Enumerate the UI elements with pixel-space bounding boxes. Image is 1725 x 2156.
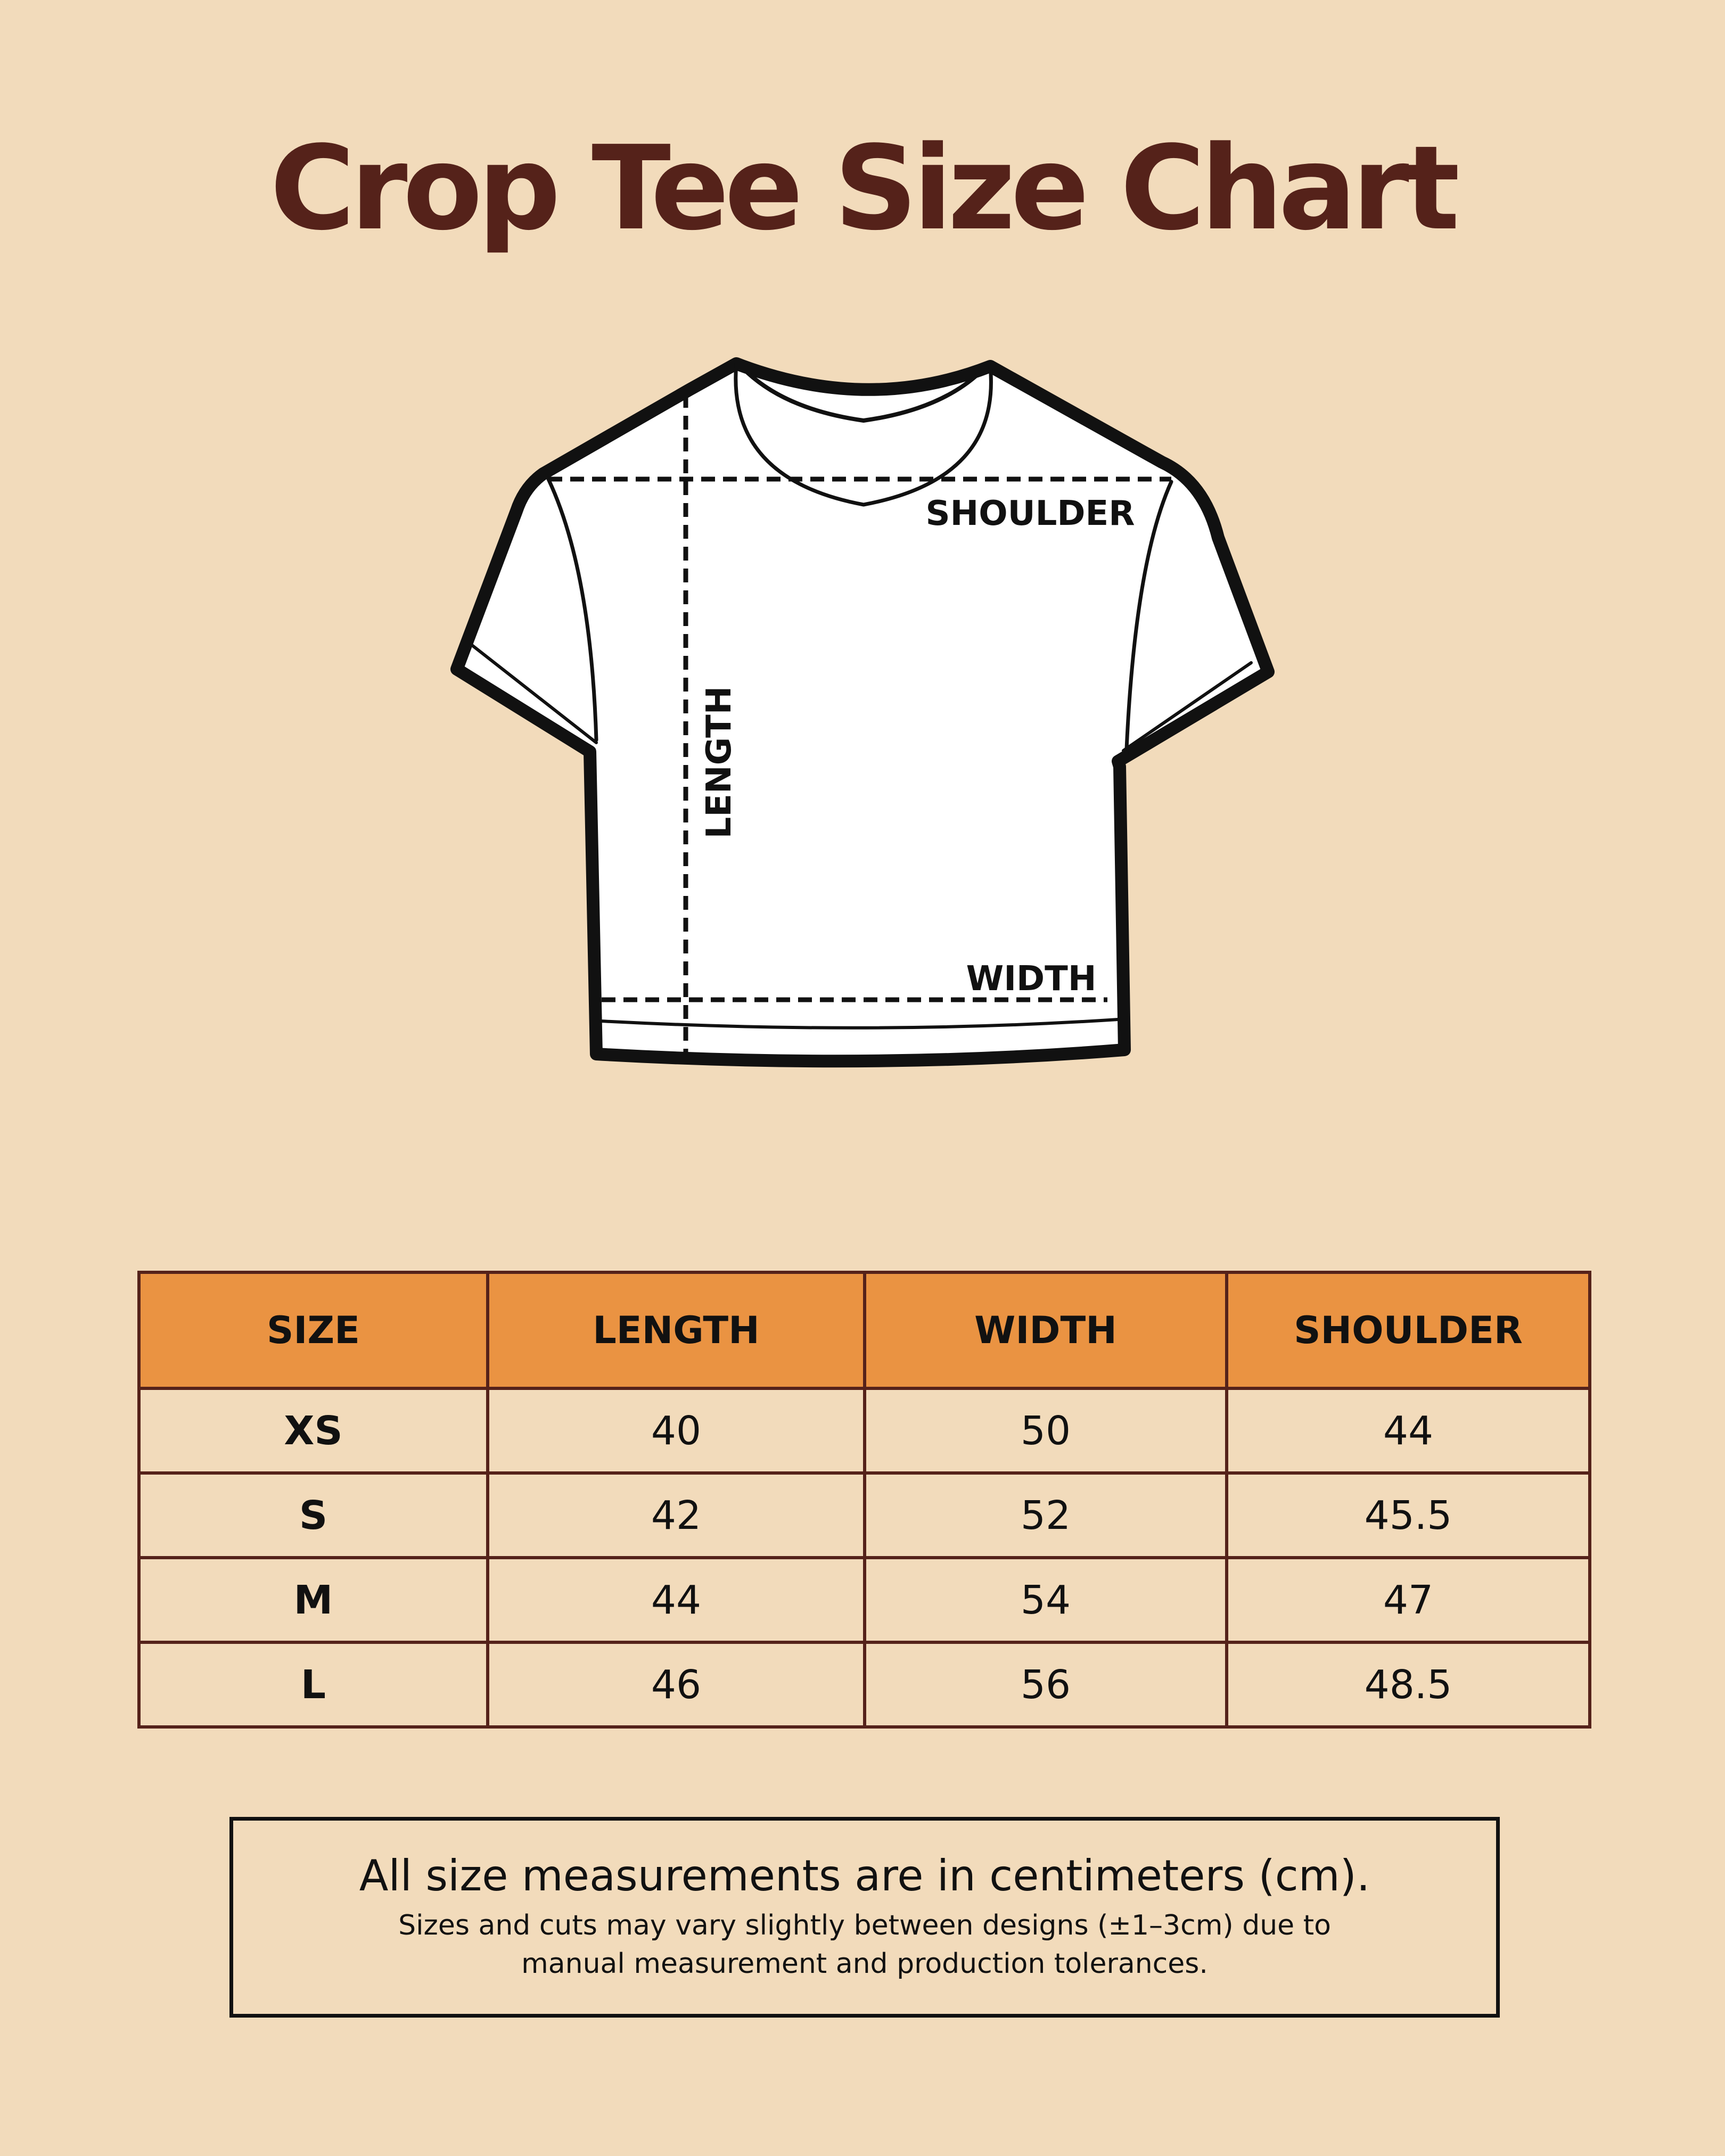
size-cell: XS — [139, 1388, 488, 1473]
measurement-note-box — [229, 1817, 1500, 2018]
length-cell: 44 — [488, 1558, 865, 1642]
shoulder-cell: 48.5 — [1227, 1642, 1590, 1727]
shoulder-label: SHOULDER — [925, 494, 1135, 533]
length-label: LENGTH — [700, 686, 739, 839]
width-label: WIDTH — [966, 959, 1097, 999]
size-cell: S — [139, 1473, 488, 1558]
header-width: WIDTH — [865, 1272, 1227, 1388]
size-cell: M — [139, 1558, 488, 1642]
table-row — [139, 1642, 1590, 1727]
table-row — [139, 1558, 1590, 1642]
width-cell: 50 — [865, 1388, 1227, 1473]
size-table — [137, 1271, 1591, 1729]
header-shoulder: SHOULDER — [1227, 1272, 1590, 1388]
note-main-text: All size measurements are in centimeters (cm). — [359, 1851, 1370, 1900]
shoulder-cell: 45.5 — [1227, 1473, 1590, 1558]
table-header-row — [139, 1272, 1590, 1388]
table-row — [139, 1388, 1590, 1473]
shirt-outline — [457, 364, 1268, 1061]
header-length: LENGTH — [488, 1272, 865, 1388]
size-cell: L — [139, 1642, 488, 1727]
table-row — [139, 1473, 1590, 1558]
shoulder-cell: 44 — [1227, 1388, 1590, 1473]
page-title: Crop Tee Size Chart — [270, 121, 1455, 256]
length-cell: 42 — [488, 1473, 865, 1558]
shoulder-cell: 47 — [1227, 1558, 1590, 1642]
length-cell: 40 — [488, 1388, 865, 1473]
length-cell: 46 — [488, 1642, 865, 1727]
note-sub-text: Sizes and cuts may vary slightly between designs (±1–3cm) due to manual measurement and production tolerances. — [398, 1910, 1331, 1980]
width-cell: 52 — [865, 1473, 1227, 1558]
width-cell: 54 — [865, 1558, 1227, 1642]
header-size: SIZE — [139, 1272, 488, 1388]
width-cell: 56 — [865, 1642, 1227, 1727]
